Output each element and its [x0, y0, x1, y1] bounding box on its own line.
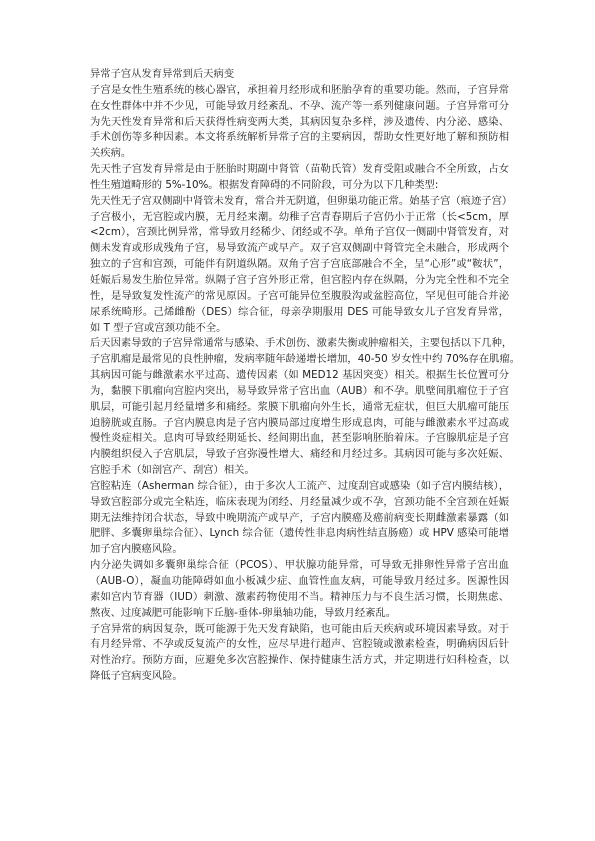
paragraph-line: 关疾病。 [90, 147, 132, 160]
paragraph-line: 内分泌失调如多囊卵巢综合征（PCOS）、甲状腺功能异常，可导致无排卵性异常子宫出血 [90, 559, 509, 572]
paragraph-line: 尿系统畸形。己烯雌酚（DES）综合征，母亲孕期服用 DES 可能导致女儿子宫发育异常， [90, 305, 509, 318]
paragraph-line: 宫腔手术（如剖宫产、刮宫）相关。 [90, 464, 255, 477]
paragraph-line: 在女性群体中并不少见，可能导致月经紊乱、不孕、流产等一系列健康问题。子宫异常可分 [90, 99, 509, 112]
paragraph-line: 子宫异常的病因复杂，既可能源于先天发育缺陷，也可能由后天疾病或环境因素导致。对于 [90, 622, 509, 635]
paragraph-line: 子宫肌瘤是最常见的良性肿瘤，发病率随年龄递增长增加，40-50 岁女性中约 70%存在肌瘤。 [90, 353, 521, 366]
paragraph-line: 导致宫腔部分或完全粘连，临床表现为闭经、月经量减少或不孕，宫颈功能不全宫颈在妊娠 [90, 495, 509, 508]
paragraph-line: 先天性无子宫双侧副中肾管未发育，常合并无阴道，但卵巢功能正常。始基子宫（痕迹子宫） [90, 194, 513, 207]
paragraph-line: （AUB-O），凝血功能障碍如血小板减少症、血管性血友病，可能导致月经过多。医源性因 [90, 575, 509, 587]
paragraph-line: 期无法维持闭合状态，导致中晚期流产或早产，子宫内膜癌及癌前病变长期雌激素暴露（如 [90, 511, 509, 524]
paragraph-line: 独立的子宫和宫颈，可能伴有阴道纵隔。双角子宫子宫底部融合不全，呈“心形”或“鞍状”， [90, 258, 509, 271]
paragraph-line: 熬夜、过度减肥可能影响下丘脑-垂体-卵巢轴功能，导致月经紊乱。 [90, 606, 397, 619]
paragraph [90, 83, 509, 162]
paragraph-line: 后天因素导致的子宫异常通常与感染、手术创伤、激素失衡或肿瘤相关，主要包括以下几种， [90, 337, 513, 350]
paragraph-list [90, 83, 521, 685]
paragraph-line: 妊娠后易发生胎位异常。纵隔子宫子宫外形正常，但宫腔内存在纵隔，分为完全性和不完全 [90, 273, 509, 286]
paragraph-line: 其病因可能与雌激素水平过高、遗传因素（如 MED12 基因突变）相关。根据生长位置可分 [90, 369, 509, 382]
paragraph-line: 肥胖、多囊卵巢综合征）、Lynch 综合征（遗传性非息肉病性结直肠癌）或 HPV 感染可能增 [90, 527, 509, 540]
paragraph-line: 加子宫内膜癌风险。 [90, 543, 183, 556]
paragraph [90, 558, 509, 621]
paragraph-line: 为先天性发育异常和后天获得性病变两大类，其病因复杂多样，涉及遗传、内分泌、感染、 [90, 115, 509, 128]
paragraph-line: <2cm），宫颈比例异常，常导致月经稀少、闭经或不孕。单角子宫仅一侧副中肾管发育，对 [90, 226, 509, 239]
paragraph-line: 有月经异常、不孕或反复流产的女性，应尽早进行超声、宫腔镜或激素检查，明确病因后针 [90, 638, 509, 651]
article-body [90, 67, 521, 685]
paragraph-line: 子宫极小，无宫腔或内膜，无月经来潮。幼稚子宫青春期后子宫仍小于正常（长<5cm，厚 [90, 210, 509, 223]
paragraph-line: 对性治疗。预防方面，应避免多次宫腔操作、保持健康生活方式，并定期进行妇科检查，以 [90, 654, 509, 667]
article-title: 异常子宫从发育异常到后天病变 [90, 68, 235, 80]
paragraph-line: 慢性炎症相关。息肉可导致经期延长、经间期出血，甚至影响胚胎着床。子宫腺肌症是子宫 [90, 432, 509, 445]
paragraph [90, 162, 509, 194]
paragraph-line: 先天性子宫发育异常是由于胚胎时期副中肾管（苗勒氏管）发育受阻或融合不全所致，占女 [90, 163, 509, 176]
paragraph [90, 479, 509, 558]
paragraph-line: 性生殖道畸形的 5%-10%。根据发育障碍的不同阶段，可分为以下几种类型: [90, 178, 439, 191]
paragraph-line: 手术创伤等多种因素。本文将系统解析异常子宫的主要病因，帮助女性更好地了解和预防相 [90, 131, 509, 144]
paragraph-line: 子宫是女性生殖系统的核心器官，承担着月经形成和胚胎孕育的重要功能。然而，子宫异常 [90, 83, 509, 96]
paragraph [90, 336, 521, 479]
paragraph-line: 为，黏膜下肌瘤向宫腔内突出，易导致异常子宫出血（AUB）和不孕。肌壁间肌瘤位于子宫 [90, 384, 509, 397]
paragraph [90, 622, 509, 685]
paragraph-line: 降低子宫病变风险。 [90, 670, 183, 683]
paragraph-line: 素如宫内节育器（IUD）刺激、激素药物使用不当。精神压力与不良生活习惯，长期焦虑、 [90, 590, 509, 603]
paragraph-line: 宫腔粘连（Asherman 综合征），由于多次人工流产、过度刮宫或感染（如子宫内膜结核）， [90, 479, 509, 492]
paragraph-line: 内膜组织侵入子宫肌层，导致子宫弥漫性增大、痛经和月经过多。其病因可能与多次妊娠、 [90, 448, 509, 461]
paragraph-line: 如 T 型子宫或宫颈功能不全。 [90, 321, 227, 334]
paragraph-line: 迫膀胱或直肠。子宫内膜息肉是子宫内膜局部过度增生形成息肉，可能与雌激素水平过高或 [90, 416, 509, 429]
paragraph-line: 肌层，可能引起月经量增多和痛经。浆膜下肌瘤向外生长，通常无症状，但巨大肌瘤可能压 [90, 400, 509, 413]
paragraph-line: 侧未发育或形成残角子宫，易导致流产或早产。双子宫双侧副中肾管完全未融合，形成两个 [90, 242, 509, 255]
paragraph-line: 性，是导致复发性流产的常见原因。子宫可能异位至腹股沟或盆腔高位，罕见但可能合并泌 [90, 289, 509, 302]
paragraph [90, 194, 513, 337]
